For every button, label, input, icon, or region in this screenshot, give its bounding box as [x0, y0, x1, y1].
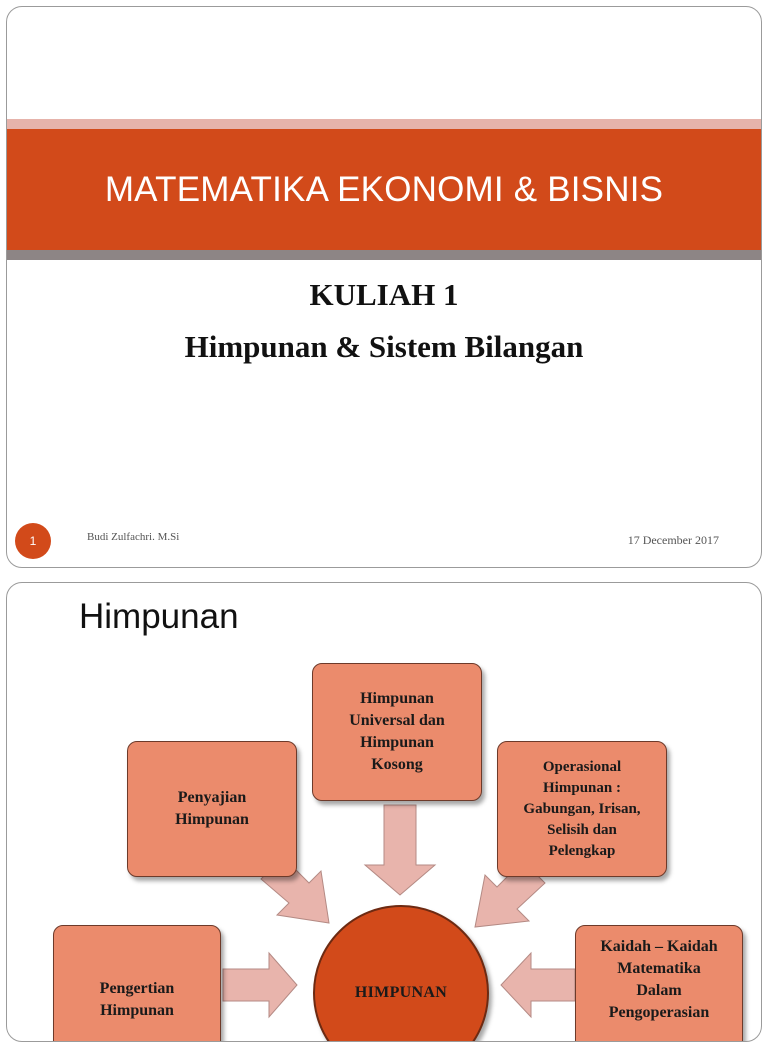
slide-title: Himpunan: [79, 597, 239, 636]
box-line: Pengertian: [99, 980, 175, 997]
box-line: Himpunan: [100, 1002, 174, 1019]
box-line: Himpunan: [360, 734, 434, 751]
box-pengertian[interactable]: [53, 925, 221, 1042]
box-line: Dalam: [636, 982, 682, 999]
arrow-right: [223, 953, 297, 1017]
slide-title: MATEMATIKA EKONOMI & BISNIS: [104, 169, 664, 209]
box-operasional[interactable]: [497, 741, 667, 877]
arrow-down: [365, 805, 435, 895]
arrow-left: [501, 953, 575, 1017]
title-slide[interactable]: [6, 6, 762, 568]
author-name: Budi Zulfachri. M.Si: [87, 531, 180, 543]
box-penyajian[interactable]: [127, 741, 297, 877]
box-line: Himpunan: [175, 811, 249, 828]
box-line: Pelengkap: [548, 842, 616, 859]
box-line: Gabungan, Irisan,: [523, 800, 641, 817]
page-number-badge: 1: [15, 523, 51, 559]
box-line: Selisih dan: [547, 821, 617, 838]
accent-band-bottom: [7, 250, 761, 260]
box-line: Kosong: [371, 756, 423, 773]
box-line: Kaidah – Kaidah: [600, 938, 718, 955]
box-kaidah[interactable]: [575, 925, 743, 1042]
box-line: Operasional: [542, 758, 622, 775]
accent-band-top: [7, 119, 761, 129]
box-universal-kosong[interactable]: [312, 663, 482, 801]
box-line: Pengoperasian: [608, 1004, 710, 1021]
lecture-number: KULIAH 1: [309, 277, 459, 312]
box-line: Himpunan: [360, 690, 434, 707]
box-line: Himpunan :: [543, 779, 621, 796]
box-line: Matematika: [617, 960, 701, 977]
slide-date: 17 December 2017: [627, 533, 719, 547]
box-line: Universal dan: [349, 712, 445, 729]
hub-himpunan[interactable]: HIMPUNAN: [313, 905, 489, 1042]
lecture-topic: Himpunan & Sistem Bilangan: [184, 329, 584, 364]
box-line: Penyajian: [177, 789, 247, 806]
himpunan-slide[interactable]: [6, 582, 762, 1042]
